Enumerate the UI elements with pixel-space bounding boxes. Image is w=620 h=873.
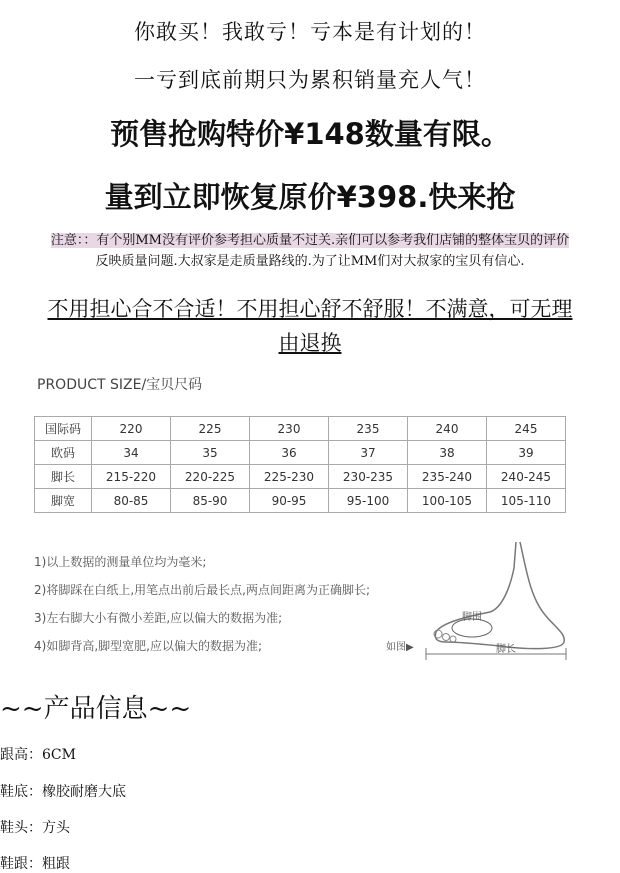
size-table-row	[35, 441, 566, 465]
size-cell: 225	[171, 417, 250, 441]
size-chart-title: PRODUCT SIZE/宝贝尺码	[37, 377, 203, 393]
size-cell: 100-105	[408, 489, 487, 513]
attribute-toe: 鞋头：方头	[0, 820, 70, 836]
size-cell: 235-240	[408, 465, 487, 489]
notice-text	[6, 230, 614, 272]
assurance-line-2: 由退换	[278, 331, 342, 355]
size-cell: 105-110	[487, 489, 566, 513]
size-note: 3)左右脚大小有微小差距,应以偏大的数据为准;	[34, 611, 283, 625]
size-cell: 230-235	[329, 465, 408, 489]
size-cell: 240	[408, 417, 487, 441]
attribute-heel: 鞋跟：粗跟	[0, 856, 70, 872]
size-note: 2)将脚踩在白纸上,用笔点出前后最长点,两点间距离为正确脚长;	[34, 583, 370, 597]
figure-label: 如图▶	[386, 642, 414, 653]
size-note: 1)以上数据的测量单位均为毫米;	[34, 555, 207, 569]
size-notes	[34, 548, 370, 660]
size-cell: 240-245	[487, 465, 566, 489]
size-cell: 245	[487, 417, 566, 441]
size-table-row	[35, 489, 566, 513]
size-note: 4)如脚背高,脚型宽肥,应以偏大的数据为准;	[34, 639, 262, 653]
foot-width-label: 脚围	[462, 612, 482, 623]
size-cell: 37	[329, 441, 408, 465]
size-cell: 35	[171, 441, 250, 465]
size-cell: 36	[250, 441, 329, 465]
attribute-sole: 鞋底：橡胶耐磨大底	[0, 784, 126, 800]
size-cell: 90-95	[250, 489, 329, 513]
size-table	[34, 416, 566, 513]
size-table-row	[35, 465, 566, 489]
notice-line-1: 注意：：有个别MM没有评价参考担心质量不过关.亲们可以参考我们店铺的整体宝贝的评价	[50, 233, 570, 248]
foot-diagram	[380, 538, 590, 663]
product-info-title: ~~产品信息~~	[0, 694, 192, 724]
size-cell: 230	[250, 417, 329, 441]
headline-original-price: 量到立即恢复原价¥398.快来抢	[104, 180, 516, 214]
size-table-row	[35, 417, 566, 441]
foot-length-label: 脚长	[496, 644, 516, 655]
size-row-label: 脚宽	[35, 489, 92, 513]
attribute-heel-height: 跟高：6CM	[0, 747, 76, 763]
size-cell: 95-100	[329, 489, 408, 513]
size-cell: 38	[408, 441, 487, 465]
headline-line-2: 一亏到底前期只为累积销量充人气！	[134, 68, 486, 92]
size-cell: 235	[329, 417, 408, 441]
size-row-label: 欧码	[35, 441, 92, 465]
size-cell: 220	[92, 417, 171, 441]
headline-line-1: 你敢买！我敢亏！亏本是有计划的！	[134, 20, 486, 44]
size-row-label: 国际码	[35, 417, 92, 441]
size-cell: 39	[487, 441, 566, 465]
size-cell: 80-85	[92, 489, 171, 513]
size-row-label: 脚长	[35, 465, 92, 489]
size-cell: 34	[92, 441, 171, 465]
assurance-text	[8, 292, 612, 360]
size-cell: 220-225	[171, 465, 250, 489]
assurance-line-1: 不用担心合不合适！不用担心舒不舒服！不满意，可无理	[47, 297, 573, 321]
notice-line-2: 反映质量问题.大叔家是走质量路线的.为了让MM们对大叔家的宝贝有信心.	[95, 254, 525, 269]
size-cell: 215-220	[92, 465, 171, 489]
size-cell: 85-90	[171, 489, 250, 513]
size-cell: 225-230	[250, 465, 329, 489]
headline-price: 预售抢购特价¥148数量有限。	[110, 117, 510, 151]
